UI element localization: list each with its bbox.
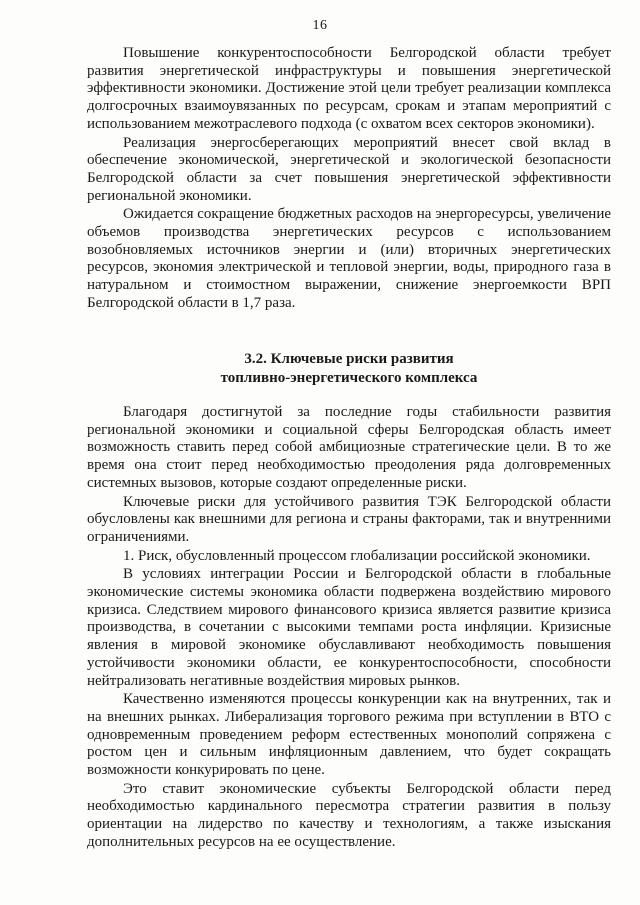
paragraph: Ключевые риски для устойчивого развития ТЭК Белгородской области обусловлены как внешними для региона и страны факторами, так и внутренними ограничениями. (87, 493, 611, 545)
section-one (87, 45, 611, 313)
heading-line-1: 3.2. Ключевые риски развития (244, 351, 454, 367)
section-two (87, 404, 611, 852)
paragraph: Это ставит экономические субъекты Белгородской области перед необходимостью кардинального пересмотра стратегии развития в пользу ориентации на лидерство по качеству и технологиям, а также изыскания дополнительных ресурсов на ее осуществление. (87, 780, 611, 850)
paragraph: Благодаря достигнутой за последние годы стабильности развития региональной экономики и социальной сферы Белгородская область имеет возможность ставить перед собой амбициозные стратегические цели. В то же время она стоит перед необходимостью преодоления ряда долговременных системных вызовов, которые создают определенные риски. (87, 404, 611, 491)
page-number: 16 (312, 18, 328, 33)
paragraph: Качественно изменяются процессы конкуренции как на внутренних, так и на внешних рынках. Либерализация торгового режима при вступлении в ВТО с одновременным проведением реформ естественных монополий сопряжена с ростом цен и сильным инфляционным давлением, что будет сокращать возможности конкурировать по цене. (87, 691, 611, 779)
section-heading (87, 350, 611, 388)
paragraph: 1. Риск, обусловленный процессом глобализации российской экономики. (123, 547, 591, 564)
heading-line-2: топливно-энергетического комплекса (220, 370, 478, 386)
paragraph: Реализация энергосберегающих мероприятий внесет свой вклад в обеспечение экономической, энергетической и экологической безопасности Белгородской области за счет повышения энергетической эффективности региональной экономики. (87, 134, 611, 204)
paragraph: Повышение конкурентоспособности Белгородской области требует развития энергетической инфраструктуры и повышения энергетической эффективности экономики. Достижение этой цели требует реализации комплекса долгосрочных взаимоувязанных по ресурсам, срокам и этапам мероприятий с использованием межотраслевого подхода (с охватом всех секторов экономики). (87, 45, 611, 132)
paragraph: В условиях интеграции России и Белгородской области в глобальные экономические системы экономика области подвержена воздействию мирового кризиса. Следствием мирового финансового кризиса является развитие кризиса производства, в сочетании с высокими темпами роста инфляции. Кризисные явления в мировой экономике обуславливают необходимость повышения устойчивости экономики области, ее конкурентоспособности, способности нейтрализовать негативные воздействия мировых рынков. (87, 566, 611, 689)
paragraph: Ожидается сокращение бюджетных расходов на энергоресурсы, увеличение объемов производства энергетических ресурсов с использованием возобновляемых источников энергии и (или) вторичных энергетических ресурсов, экономия электрической и тепловой энергии, воды, природного газа в натуральном и стоимостном выражении, снижение энергоемкости ВРП Белгородской области в 1,7 раза. (87, 206, 611, 311)
